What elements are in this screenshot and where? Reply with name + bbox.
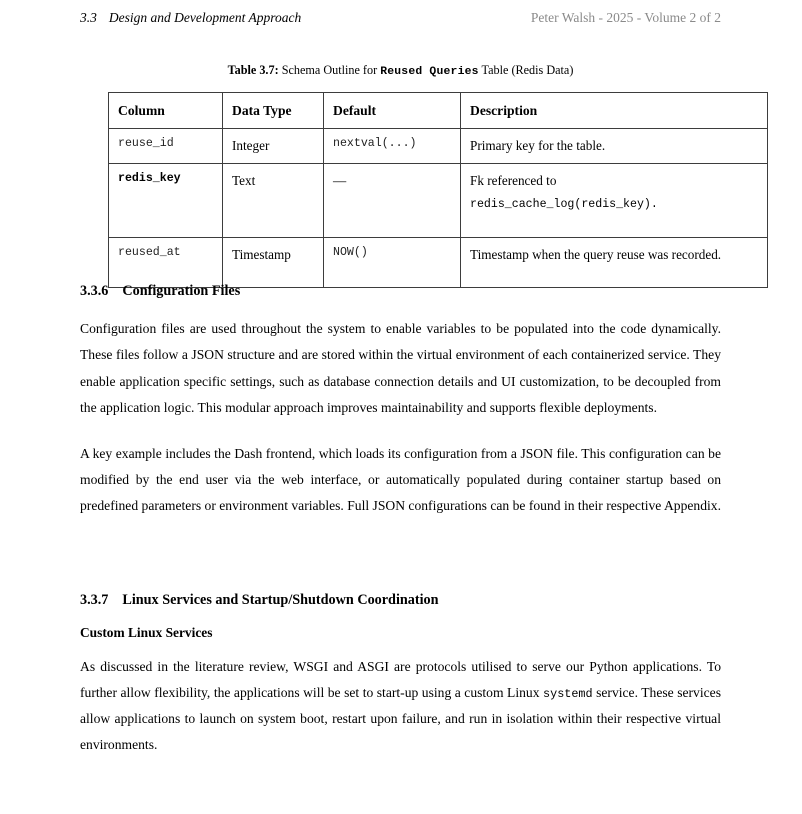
cell-column: redis_key: [109, 164, 223, 237]
paragraph-linux-services-1: [80, 654, 721, 759]
table-row: [109, 129, 768, 164]
cell-description-line1: Primary key for the table.: [470, 138, 606, 154]
page-body: [80, 283, 721, 759]
cell-data-type: Text: [223, 164, 324, 237]
section-number: 3.3.7: [80, 591, 109, 608]
cell-description: [461, 129, 768, 164]
table-header-column: Column: [109, 93, 223, 129]
paragraph-text-part2: service. These services allow applications to launch on system boot, restart upon failure, and run in isolation within their respective virtual environments.: [80, 685, 721, 753]
cell-description: [461, 164, 768, 237]
table-caption: [80, 63, 721, 80]
running-head-section-number: 3.3: [80, 10, 97, 25]
cell-default: NOW(): [324, 237, 461, 287]
section-title: Configuration Files: [122, 283, 241, 299]
cell-description-line2: redis_cache_log(redis_key).: [470, 197, 658, 211]
section-title: Linux Services and Startup/Shutdown Coordination: [122, 591, 439, 608]
cell-column: reuse_id: [109, 129, 223, 164]
section-spacer: [80, 540, 721, 592]
running-head-author-volume: Peter Walsh - 2025 - Volume 2 of 2: [530, 10, 721, 25]
cell-column: reused_at: [109, 237, 223, 287]
table-caption-label: Table 3.7:: [227, 63, 279, 77]
paragraph-config-files-1: Configuration files are used throughout the system to enable variables to be populated into the code dynamically. These files follow a JSON structure and are stored within the virtual environment of each containerized service. They enable application specific settings, such as database connection details and UI customization, to be decoupled from the application logic. This modular approach improves maintainability and supports flexible deployments.: [80, 321, 721, 415]
cell-data-type: Timestamp: [223, 237, 324, 287]
table-header-description: Description: [461, 93, 768, 129]
cell-data-type: Integer: [223, 129, 324, 164]
section-number: 3.3.6: [80, 283, 109, 299]
running-head-left: [80, 10, 301, 26]
table-caption-text-after: Table (Redis Data): [478, 63, 574, 77]
table-caption-code: Reused Queries: [380, 66, 479, 78]
table-row: [109, 237, 768, 287]
cell-description: Timestamp when the query reuse was recorded.: [461, 237, 768, 287]
section-heading-configuration-files: [80, 283, 721, 300]
cell-default: nextval(...): [324, 129, 461, 164]
schema-table: [108, 92, 768, 288]
schema-table-body: [109, 129, 768, 288]
paragraph-config-files-2: A key example includes the Dash frontend, which loads its configuration from a JSON file. This configuration can be modified by the end user via the web interface, or automatically populated during container startup based on predefined parameters or environment variables. Full JSON configurations can be found in their respective Appendix.: [80, 445, 721, 514]
schema-table-head: [109, 93, 768, 129]
cell-description-line1: Fk referenced to: [470, 173, 557, 189]
table-row: [109, 164, 768, 237]
paragraph-text-part1: As discussed in the literature review, WSGI and ASGI are protocols utilised to serve our Python applications. To further allow flexibility, the applications will be set to start-up using a custom Linux: [80, 658, 721, 701]
running-head-section-title: Design and Development Approach: [108, 10, 302, 25]
table-caption-text-before: Schema Outline for: [278, 63, 381, 77]
sub-heading-custom-linux-services: Custom Linux Services: [80, 624, 213, 640]
table-header-row: [109, 93, 768, 129]
inline-code-systemd: systemd: [543, 687, 593, 702]
table-header-default: Default: [324, 93, 461, 129]
cell-default: —: [324, 164, 461, 237]
running-head: [80, 10, 721, 26]
table-header-data-type: Data Type: [223, 93, 324, 129]
section-heading-linux-services: [80, 592, 721, 609]
